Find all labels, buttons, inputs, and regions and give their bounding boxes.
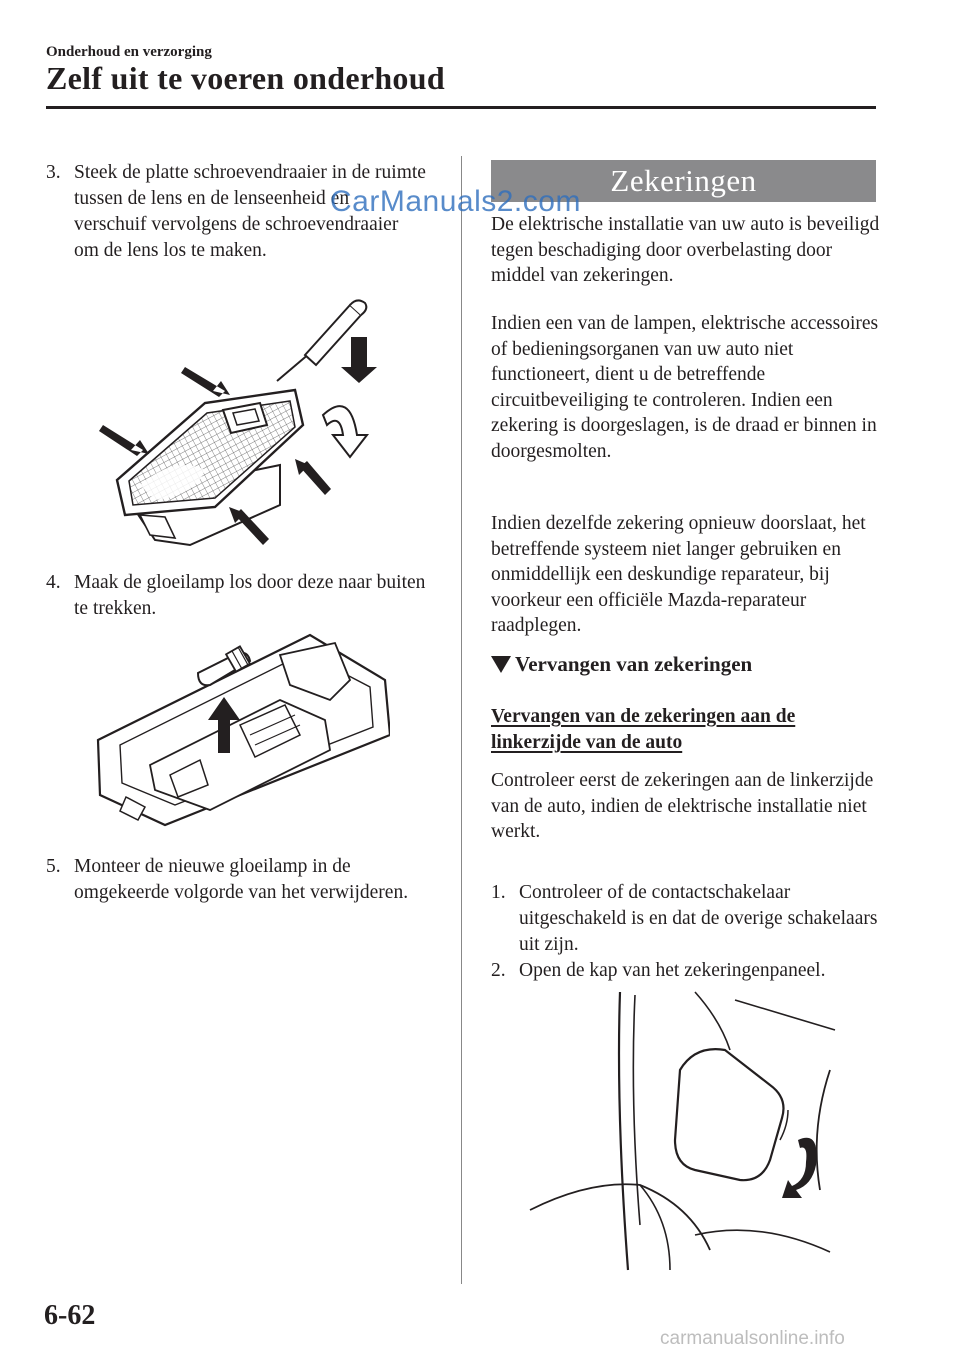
step-number: 1.	[491, 882, 506, 903]
step-text: Maak de gloeilamp los door deze naar buiten te trekken.	[74, 572, 426, 619]
step-1	[491, 880, 881, 958]
section-label: Onderhoud en verzorging	[46, 44, 212, 60]
step-number: 4.	[46, 572, 61, 593]
column-divider	[461, 156, 462, 1284]
warning-paragraph: Indien dezelfde zekering opnieuw doorslaat, het betreffende systeem niet langer gebruiken en onmiddellijk een deskundige reparateur, bij voorkeur een officiële Mazda-reparateur raadplegen.	[491, 513, 866, 636]
check-paragraph: Indien een van de lampen, elektrische accessoires of bedieningsorganen van uw auto niet functioneert, dient u de betreffende circuitbeveiliging te controleren. Indien een zekering is doorgeslagen, is de draad er binnen in doorgesmolten.	[491, 313, 879, 462]
step-text: Controleer of de contactschakelaar uitgeschakeld is en dat de overige schakelaars uit zijn.	[519, 882, 878, 955]
subheading-text: Vervangen van zekeringen	[515, 652, 753, 676]
step-5	[46, 854, 426, 906]
step-text: Steek de platte schroevendraaier in de ruimte tussen de lens en de lenseenheid en verschuif vervolgens de schroevendraaier om de lens los te maken.	[74, 162, 426, 261]
left-side-heading: Vervangen van de zekeringen aan de linkerzijde van de auto	[491, 706, 796, 753]
intro-paragraph: De elektrische installatie van uw auto is beveiligd tegen beschadiging door overbelasting door middel van zekeringen.	[491, 214, 880, 286]
page-title: Zelf uit te voeren onderhoud	[46, 60, 445, 96]
lens-removal-illustration	[95, 295, 395, 555]
left-side-paragraph: Controleer eerst de zekeringen aan de linkerzijde van de auto, indien de elektrische installatie niet werkt.	[491, 770, 874, 842]
watermark: CarManuals2.com	[330, 185, 581, 218]
step-2	[491, 958, 881, 984]
page-number: 6-62	[44, 1300, 96, 1331]
triangle-icon	[491, 656, 511, 673]
subheading	[491, 652, 752, 677]
footer-watermark: carmanualsonline.info	[660, 1328, 845, 1349]
bulb-removal-illustration	[90, 625, 390, 830]
fuse-panel-cover-illustration	[520, 990, 850, 1275]
section-banner: Zekeringen	[491, 160, 876, 202]
step-text: Monteer de nieuwe gloeilamp in de omgekeerde volgorde van het verwijderen.	[74, 856, 409, 903]
step-number: 2.	[491, 960, 506, 981]
header-rule	[46, 106, 876, 109]
step-4	[46, 570, 426, 622]
step-number: 5.	[46, 856, 61, 877]
step-text: Open de kap van het zekeringenpaneel.	[519, 960, 826, 981]
step-number: 3.	[46, 162, 61, 183]
